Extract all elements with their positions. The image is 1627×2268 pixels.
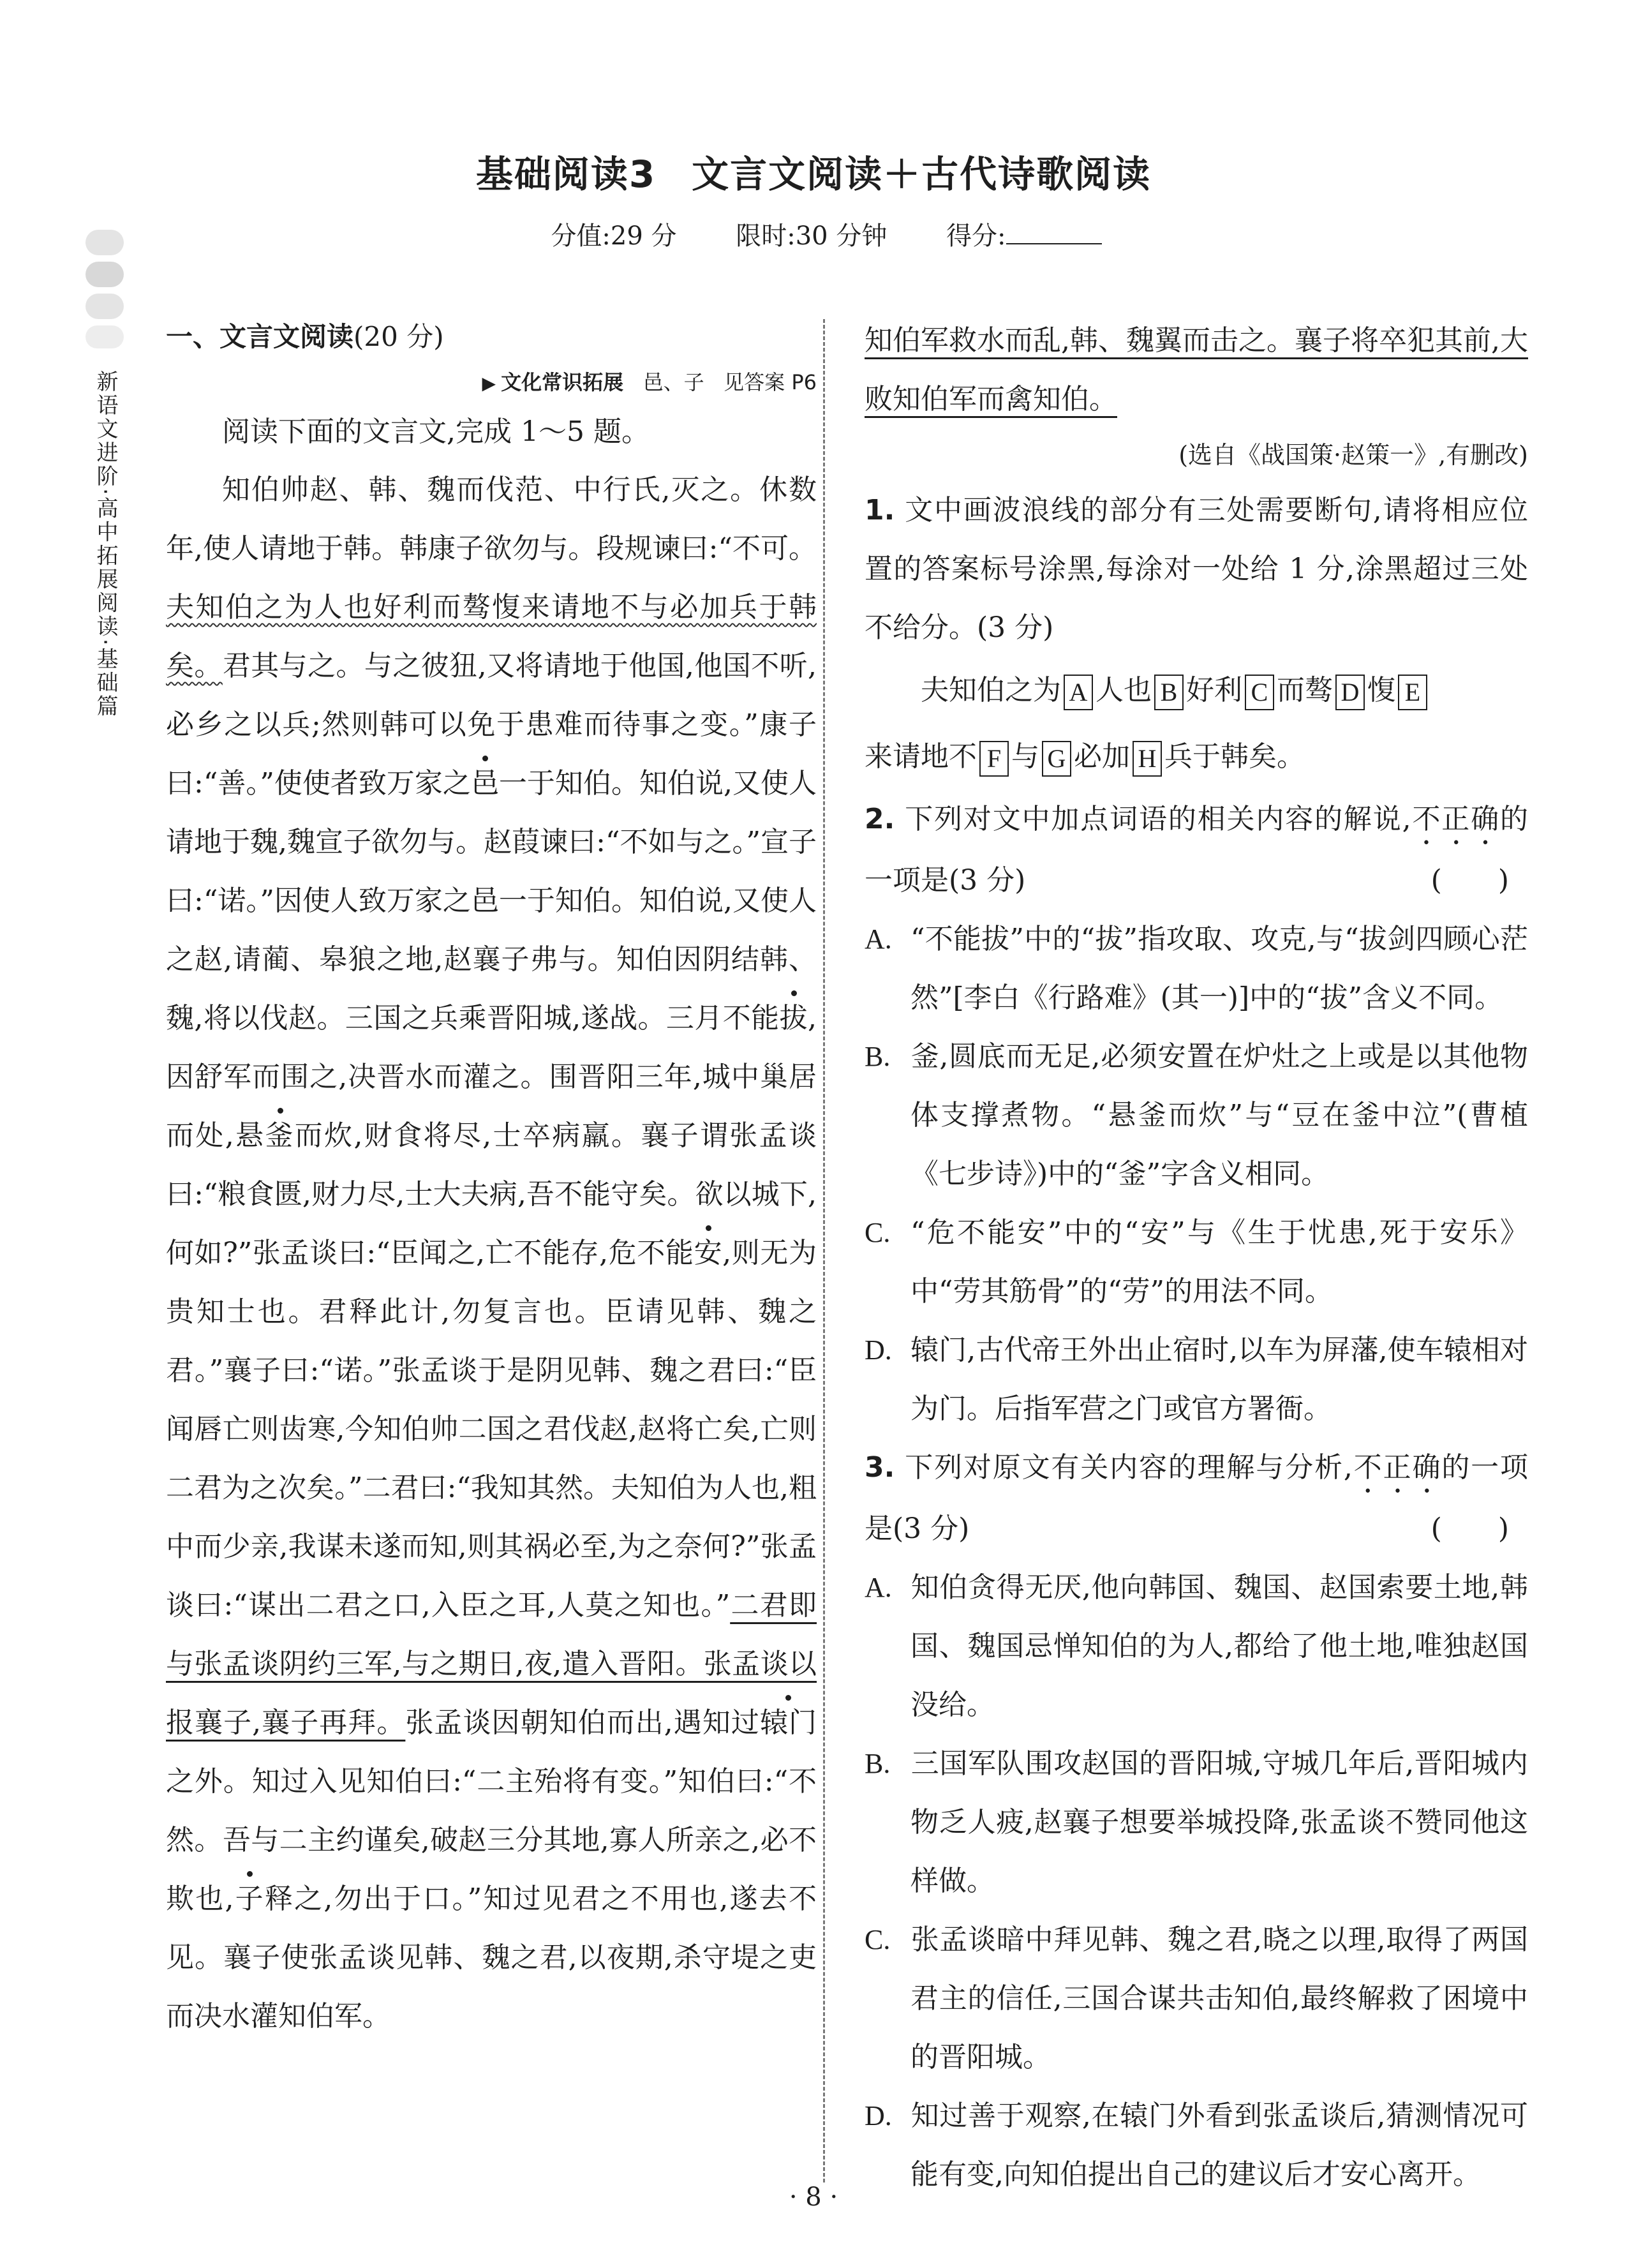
answer-box-e[interactable]: E — [1398, 675, 1427, 710]
question-text: 的一项是(3 分) — [865, 1451, 1529, 1545]
page-title — [0, 144, 1627, 198]
section-points: (20 分) — [353, 321, 444, 352]
decorative-stripes-icon — [83, 230, 129, 351]
answer-parentheses[interactable]: ( ) — [1430, 1512, 1509, 1545]
segment: 好利 — [1186, 674, 1242, 706]
passage-text: 张孟谈因朝知伯而出,遇知过 — [405, 1706, 760, 1739]
dotted-word: 拔 — [779, 1002, 808, 1034]
segment: 愎 — [1367, 674, 1395, 706]
answer-parentheses[interactable]: ( ) — [1430, 864, 1509, 897]
option-text: 知过善于观察,在辕门外看到张孟谈后,猜测情况可能有变,向知伯提出自己的建议后才安心离开。 — [910, 2100, 1528, 2191]
option-item[interactable] — [865, 1558, 1528, 1735]
segment: 兵于韩矣。 — [1164, 740, 1305, 773]
option-letter: B. — [865, 1041, 891, 1072]
option-letter: B. — [865, 1748, 891, 1779]
question-text: 下列对文中加点词语的相关内容的解说, — [903, 803, 1411, 835]
question-3 — [865, 1438, 1528, 1558]
option-text: 知伯贪得无厌,他向韩国、魏国、赵国索要土地,韩国、魏国忌惮知伯的为人,都给了他土地,唯独赵国没给。 — [910, 1571, 1528, 1721]
underlined-text: 二君即与张孟谈阴约三军,与之期日,夜,遣入晋阳。张孟谈以报襄子,襄子再拜。 — [166, 1589, 817, 1739]
culture-extension-note — [166, 362, 817, 403]
option-item[interactable] — [865, 910, 1528, 1027]
option-text: “危不能安”中的“安”与《生于忧患,死于安乐》中“劳其筋骨”的“劳”的用法不同。 — [910, 1216, 1528, 1308]
ext-items: 邑、子 — [643, 370, 704, 394]
passage-continued — [865, 311, 1528, 429]
dotted-word: 子 — [234, 1883, 265, 1915]
emphasis-dotted: 不正确 — [1352, 1451, 1442, 1484]
passage-source: (选自《战国策·赵策一》,有删改) — [1178, 441, 1528, 469]
title-part1: 基础阅读3 — [475, 153, 657, 196]
option-letter: C. — [865, 1217, 891, 1248]
classical-passage — [166, 461, 817, 2046]
passage-text: 释之,勿出于口。”知过见君之不用也,遂去不见。襄子使张孟谈见韩、魏之君,以夜期,杀守堤之吏而决水灌知伯军。 — [166, 1883, 817, 2033]
option-text: 三国军队围攻赵国的晋阳城,守城几年后,晋阳城内物乏人疲,赵襄子想要举城投降,张孟谈不赞同他这样做。 — [910, 1747, 1528, 1897]
score-label: 得分: — [946, 221, 1006, 251]
ext-ref: 见答案 P6 — [724, 370, 817, 394]
option-item[interactable] — [865, 1027, 1528, 1204]
answer-box-a[interactable]: A — [1064, 675, 1093, 710]
question-text: 文中画波浪线的部分有三处需要断句,请将相应位置的答案标号涂黑,每涂对一处给 1 分,涂黑超过三处不给分。(3 分) — [865, 494, 1528, 644]
answer-box-line — [865, 724, 1528, 790]
segment: 必加 — [1074, 740, 1130, 773]
q2-options — [865, 910, 1528, 1438]
title-part2: 文言文阅读＋古代诗歌阅读 — [692, 153, 1152, 196]
option-text: “不能拔”中的“拔”指攻取、攻克,与“拔剑四顾心茫然”[李白《行路难》(其一)]中的“拔”含义不同。 — [910, 923, 1528, 1014]
option-item[interactable] — [865, 1735, 1528, 1911]
question-number: 1. — [865, 494, 895, 526]
triangle-right-icon: ▶ — [482, 373, 496, 394]
passage-text: ,则无为贵知士也。君释此计,勿复言也。臣请见韩、魏之君。”襄子曰:“诺。”张孟谈于是阴见韩、魏之君曰:“臣闻唇亡则齿寒,今知伯帅二国之君伐赵,赵将亡矣,亡则二君为之次矣。”二君曰:“我知其然。夫知伯为人也,粗中而少亲,我谋未遂而知,则其祸必至,为之奈何?”张孟谈曰:“谋出二君之口,入臣之耳,人莫之知也。” — [166, 1237, 817, 1622]
q3-options — [865, 1558, 1528, 2204]
segment: 夫知伯之为 — [921, 674, 1061, 706]
side-book-label: 新语文进阶·高中拓展阅读·基础篇 — [93, 370, 118, 719]
option-letter: A. — [865, 1572, 892, 1603]
dotted-word: 安 — [694, 1237, 723, 1269]
wavy-underlined-text: 夫知伯之为人也好利而骜愎来请地不与必加兵于韩矣。 — [166, 591, 817, 682]
option-letter: C. — [865, 1924, 891, 1955]
segment: 来请地不 — [865, 740, 977, 773]
option-letter: D. — [865, 1334, 892, 1366]
answer-box-b[interactable]: B — [1154, 675, 1184, 710]
passage-text: 而炊,财食将尽,士卒病羸。襄子谓张孟谈曰:“粮食匮,财力尽,士大夫病,吾不能守矣。欲以城下,何如?”张孟谈曰:“臣闻之,亡不能存,危不能 — [166, 1119, 817, 1269]
answer-box-g[interactable]: G — [1042, 741, 1071, 777]
segment: 人也 — [1096, 674, 1152, 706]
ext-label: 文化常识拓展 — [501, 370, 624, 394]
passage-text: 一于知伯。知伯说,又使人请地于魏,魏宣子欲勿与。赵葭谏曰:“不如与之。”宣子曰:“诺。”因使人致万家之邑一于知伯。知伯说,又使人之赵,请蔺、皋狼之地,赵襄子弗与。知伯因阴结韩、魏,将以伐赵。三国之兵乘晋阳城,遂战。三月不能 — [166, 767, 817, 1034]
left-column — [166, 311, 817, 2046]
score-blank — [1006, 243, 1102, 244]
dotted-word: 邑 — [470, 767, 499, 800]
answer-box-f[interactable]: F — [979, 741, 1009, 777]
question-number: 2. — [865, 803, 895, 835]
passage-text: ,因舒军而围之,决晋水而灌之。围晋阳三年,城中巢居而处,悬 — [166, 1002, 817, 1152]
score-meta — [0, 216, 1627, 252]
answer-box-h[interactable]: H — [1133, 741, 1162, 777]
emphasis-dotted: 不正确 — [1411, 803, 1500, 835]
option-letter: A. — [865, 923, 892, 955]
option-text: 釜,圆底而无足,必须安置在炉灶之上或是以其他物体支撑煮物。“悬釜而炊”与“豆在釜中泣”(曹植《七步诗》)中的“釜”字含义相同。 — [910, 1040, 1528, 1190]
option-letter: D. — [865, 2100, 892, 2131]
answer-box-d[interactable]: D — [1335, 675, 1365, 710]
question-2 — [865, 790, 1528, 910]
time-limit: 限时:30 分钟 — [736, 221, 888, 251]
segment: 与 — [1011, 740, 1039, 773]
section-heading — [166, 311, 817, 362]
passage-text: 君其与之。与之彼狃,又将请地于他国,他国不听,必乡之以兵;然则韩可以免于患难而待事之变。”康子曰:“善。”使使者致万家之 — [166, 650, 817, 800]
dotted-word: 辕门 — [759, 1706, 817, 1739]
page-number: · 8 · — [789, 2182, 838, 2212]
reading-instruction: 阅读下面的文言文,完成 1～5 题。 — [222, 415, 650, 448]
answer-box-line — [865, 657, 1528, 724]
right-column — [865, 311, 1528, 2204]
option-item[interactable] — [865, 1321, 1528, 1438]
option-item[interactable] — [865, 1204, 1528, 1321]
score-value: 分值:29 分 — [551, 221, 677, 251]
segment: 而骜 — [1277, 674, 1333, 706]
section-heading-text: 一、文言文阅读 — [166, 321, 354, 352]
underlined-text: 知伯军救水而乱,韩、魏翼而击之。襄子将卒犯其前,大败知伯军而禽知伯。 — [865, 324, 1528, 415]
question-number: 3. — [865, 1451, 895, 1484]
question-text: 的一项是(3 分) — [865, 803, 1528, 897]
option-text: 张孟谈暗中拜见韩、魏之君,晓之以理,取得了两国君主的信任,三国合谋共击知伯,最终解救了困境中的晋阳城。 — [910, 1923, 1528, 2073]
answer-box-c[interactable]: C — [1245, 675, 1274, 710]
dotted-word: 釜 — [265, 1119, 295, 1152]
option-item[interactable] — [865, 1911, 1528, 2087]
passage-text: 知伯帅赵、韩、魏而伐范、中行氏,灭之。休数年,使人请地于韩。韩康子欲勿与。段规谏曰:“不可。 — [166, 474, 817, 565]
question-text: 下列对原文有关内容的理解与分析, — [903, 1451, 1353, 1484]
passage-text: 之外。知过入见知伯曰:“二主殆将有变。”知伯曰:“不然。吾与二主约谨矣,破赵三分其地,寡人所亲之,必不欺也, — [166, 1765, 817, 1915]
option-text: 辕门,古代帝王外出止宿时,以车为屏藩,使车辕相对为门。后指军营之门或官方署衙。 — [910, 1334, 1528, 1425]
question-1 — [865, 481, 1528, 657]
column-divider — [823, 319, 825, 2182]
